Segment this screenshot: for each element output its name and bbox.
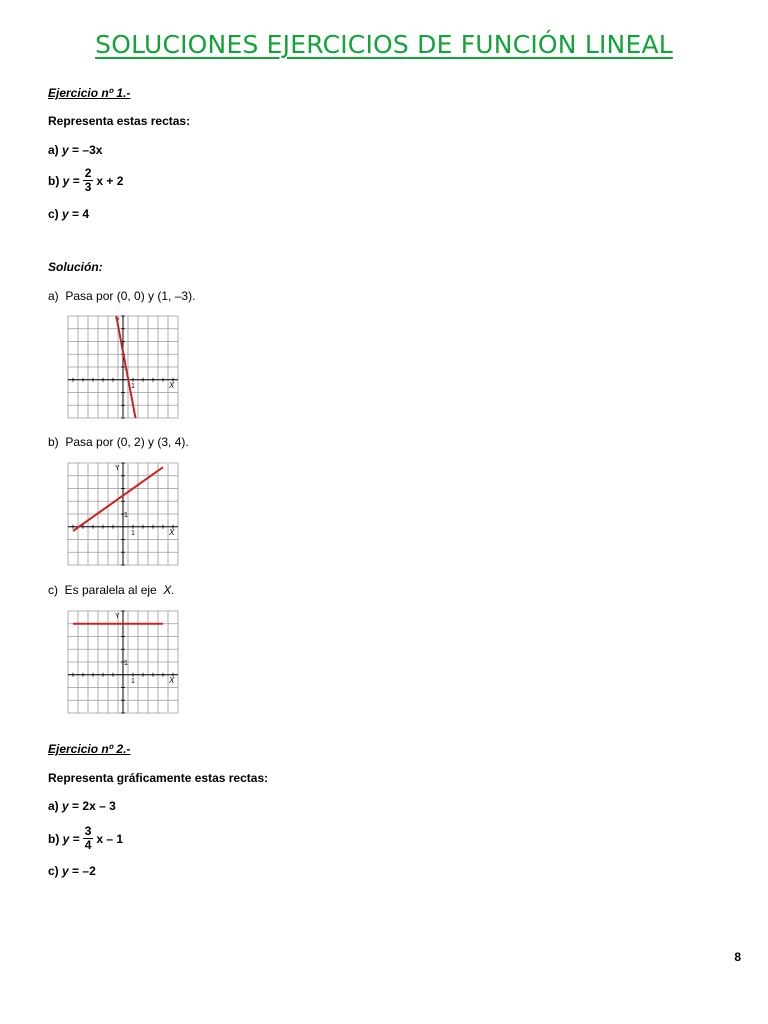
x-axis-label: X	[169, 675, 175, 685]
y-unit-label: 1	[124, 512, 128, 519]
solution-a: a) Pasa por (0, 0) y (1, –3).	[48, 289, 196, 303]
exercise-1-item-a: a) y = –3x	[48, 143, 103, 157]
fraction: $\frac{3}{4}$	[84, 824, 92, 852]
x-axis-label: X	[169, 380, 175, 390]
solution-c: c) Es paralela al eje X.	[48, 583, 175, 597]
y-unit-label: 1	[124, 365, 128, 372]
page-number: 8	[734, 950, 741, 964]
exercise-2-heading: Ejercicio nº 2.-	[48, 742, 131, 756]
exercise-1-item-c: c) y = 4	[48, 207, 90, 221]
x-unit-label: 1	[131, 382, 135, 390]
y-axis-label: Y	[115, 318, 120, 325]
page-title: SOLUCIONES EJERCICIOS DE FUNCIÓN LINEAL	[95, 30, 673, 59]
x-unit-label: 1	[131, 677, 135, 685]
fraction: $\frac{2}{3}$	[84, 166, 92, 194]
graph-c	[67, 610, 179, 714]
x-unit-label: 1	[131, 529, 135, 537]
y-axis-label: Y	[115, 465, 120, 472]
solution-heading: Solución:	[48, 260, 103, 274]
solution-b: b) Pasa por (0, 2) y (3, 4).	[48, 435, 189, 449]
graph-b	[67, 462, 179, 566]
x-axis-label: X	[169, 527, 175, 537]
exercise-1-item-b: b) y = $\frac{2}{3}$ x + 2	[48, 166, 124, 194]
exercise-1-heading: Ejercicio nº 1.-	[48, 86, 131, 100]
exercise-2-item-c: c) y = –2	[48, 864, 96, 878]
y-unit-label: 1	[124, 660, 128, 667]
y-axis-label: Y	[115, 613, 120, 620]
exercise-2-instruction: Representa gráficamente estas rectas:	[48, 771, 269, 785]
exercise-1-instruction: Representa estas rectas:	[48, 114, 191, 128]
exercise-2-item-a: a) y = 2x – 3	[48, 799, 116, 813]
exercise-2-item-b: b) y = $\frac{3}{4}$ x – 1	[48, 824, 124, 852]
graph-a	[67, 315, 179, 419]
